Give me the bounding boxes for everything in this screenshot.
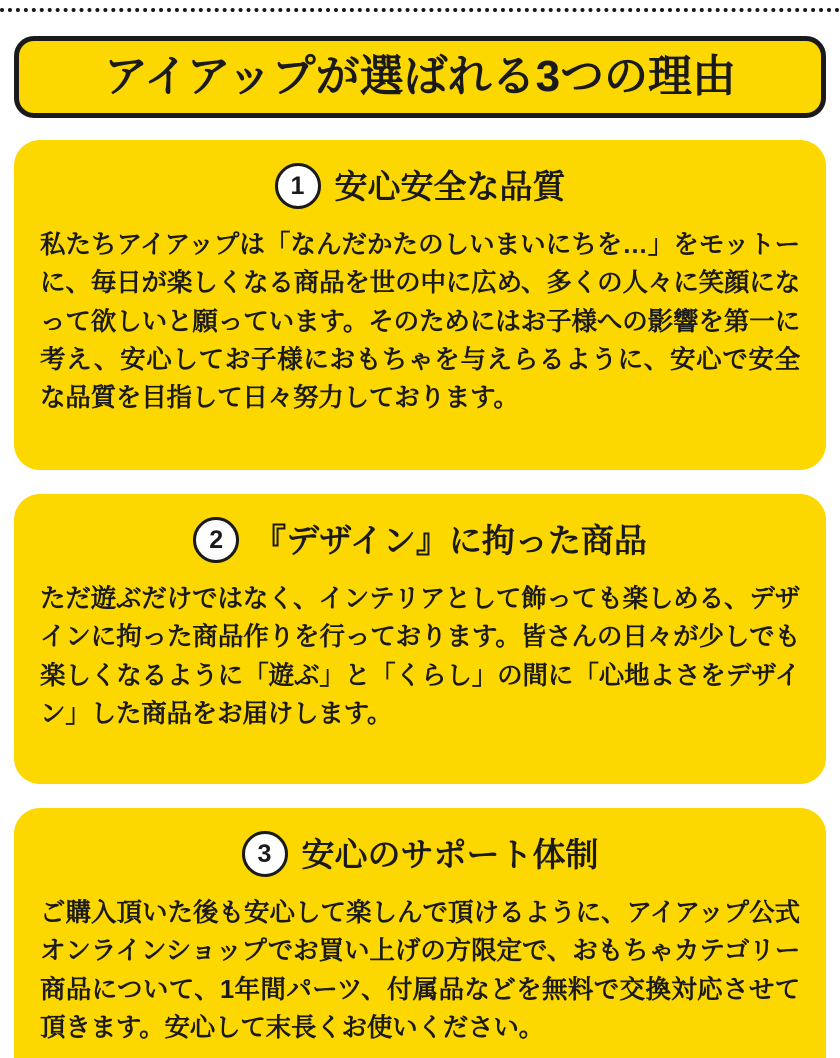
reason-number-badge: 2 [193, 517, 239, 563]
reason-card-1 [14, 140, 826, 470]
reason-card-3-header [40, 826, 800, 882]
reason-card-1-header [40, 158, 800, 214]
reason-card-2-header [40, 512, 800, 568]
reason-number-badge: 1 [275, 163, 321, 209]
reason-title: 安心安全な品質 [334, 167, 566, 205]
reason-body: ただ遊ぶだけではなく、インテリアとして飾っても楽しめる、デザインに拘った商品作りを行っております。皆さんの日々が少しでも楽しくなるように「遊ぶ」と「くらし」の間に「心地よさをデザイン」した商品をお届けします。 [40, 585, 800, 728]
reason-body: 私たちアイアップは「なんだかたのしいまいにちを…」をモットーに、毎日が楽しくなる商品を世の中に広め、多くの人々に笑顔になって欲しいと願っています。そのためにはお子様への影響を第一に考え、安心してお子様におもちゃを与えらるように、安心で安全な品質を目指して日々努力しております。 [40, 231, 800, 412]
page-title: アイアップが選ばれる3つの理由 [103, 52, 737, 101]
reason-body: ご購入頂いた後も安心して楽しんで頂けるように、アイアップ公式オンラインショップでお買い上げの方限定で、おもちゃカテゴリー商品について、1年間パーツ、付属品などを無料で交換対応させて頂きます。安心して末長くお使いください。 [40, 899, 800, 1042]
reason-title: 『デザイン』に拘った商品 [253, 521, 647, 559]
reason-number-badge: 3 [242, 831, 288, 877]
reason-card-3 [14, 808, 826, 1058]
reason-card-2 [14, 494, 826, 784]
reason-title: 安心のサポート体制 [301, 835, 599, 873]
dotted-divider [0, 8, 840, 12]
page-title-banner [14, 36, 826, 118]
